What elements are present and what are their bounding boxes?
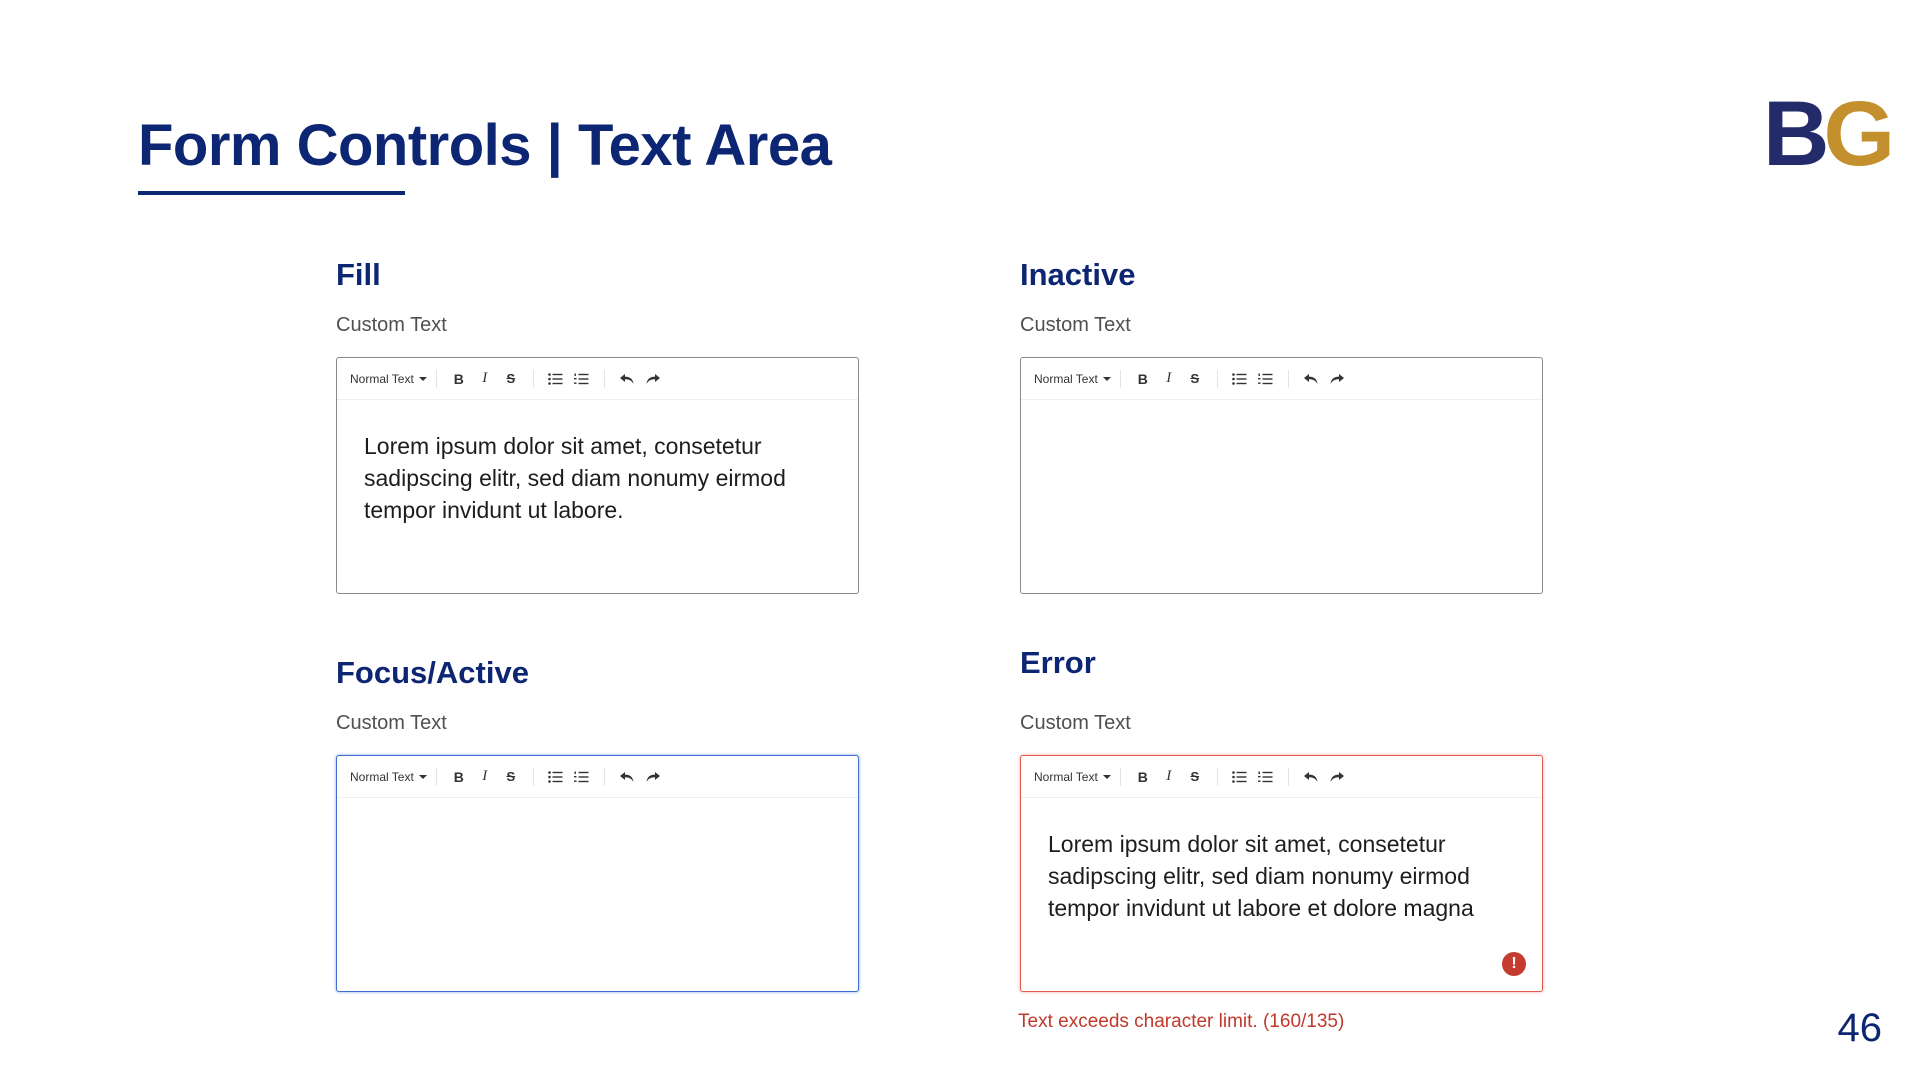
italic-button[interactable]: I xyxy=(1166,370,1172,386)
page-title: Form Controls | Text Area xyxy=(138,113,832,178)
text-format-label: Normal Text xyxy=(350,371,414,386)
section-title-error: Error xyxy=(1020,645,1096,680)
italic-button[interactable]: I xyxy=(1166,768,1172,784)
redo-icon xyxy=(1329,373,1345,385)
toolbar-divider xyxy=(604,768,605,786)
error-section xyxy=(1020,643,1545,972)
undo-icon xyxy=(1303,373,1319,385)
editor-toolbar xyxy=(337,358,858,400)
italic-button[interactable]: I xyxy=(482,768,488,784)
focus-section xyxy=(336,653,861,785)
fill-section xyxy=(336,255,861,523)
redo-icon xyxy=(645,771,661,783)
field-label-error: Custom Text xyxy=(1020,712,1131,734)
bulleted-list-icon xyxy=(1232,373,1247,385)
numbered-list-icon xyxy=(1258,771,1273,783)
error-alert-icon: ! xyxy=(1502,952,1526,976)
numbered-list-button[interactable] xyxy=(1253,367,1279,391)
caret-down-icon xyxy=(419,775,427,779)
text-area-content[interactable]: Lorem ipsum dolor sit amet, consetetur sadipscing elitr, sed diam nonumy eirmod tempor invidunt ut labore et dolore magna xyxy=(1048,831,1474,921)
redo-button[interactable] xyxy=(640,367,666,391)
numbered-list-icon xyxy=(574,771,589,783)
section-title-inactive: Inactive xyxy=(1020,257,1136,292)
editor-toolbar xyxy=(1021,358,1542,400)
bulleted-list-button[interactable] xyxy=(543,367,569,391)
undo-button[interactable] xyxy=(614,367,640,391)
redo-icon xyxy=(645,373,661,385)
caret-down-icon xyxy=(1103,775,1111,779)
editor-toolbar xyxy=(1021,756,1542,798)
text-area-content[interactable]: Lorem ipsum dolor sit amet, consetetur sadipscing elitr, sed diam nonumy eirmod tempor invidunt ut labore. xyxy=(364,433,786,523)
toolbar-divider xyxy=(1120,768,1121,786)
text-area-focus[interactable] xyxy=(336,755,859,992)
caret-down-icon xyxy=(1103,377,1111,381)
numbered-list-button[interactable] xyxy=(569,765,595,789)
undo-button[interactable] xyxy=(614,765,640,789)
numbered-list-button[interactable] xyxy=(1253,765,1279,789)
undo-button[interactable] xyxy=(1298,367,1324,391)
text-format-dropdown[interactable] xyxy=(350,770,427,784)
logo-letter-g: G xyxy=(1823,83,1890,185)
redo-icon xyxy=(1329,771,1345,783)
redo-button[interactable] xyxy=(1324,765,1350,789)
toolbar-divider xyxy=(1288,370,1289,388)
bulleted-list-button[interactable] xyxy=(543,765,569,789)
undo-icon xyxy=(619,771,635,783)
text-format-dropdown[interactable] xyxy=(1034,372,1111,386)
text-format-dropdown[interactable] xyxy=(350,372,427,386)
field-label-focus: Custom Text xyxy=(336,712,447,734)
bulleted-list-icon xyxy=(548,373,563,385)
toolbar-divider xyxy=(533,768,534,786)
strikethrough-button[interactable]: S xyxy=(1190,371,1200,386)
text-format-label: Normal Text xyxy=(1034,769,1098,784)
text-area-content[interactable] xyxy=(1021,400,1542,550)
field-label-inactive: Custom Text xyxy=(1020,314,1131,336)
bold-button[interactable]: B xyxy=(1137,370,1148,387)
redo-button[interactable] xyxy=(640,765,666,789)
toolbar-divider xyxy=(1120,370,1121,388)
redo-button[interactable] xyxy=(1324,367,1350,391)
field-label-fill: Custom Text xyxy=(336,314,447,336)
bulleted-list-icon xyxy=(548,771,563,783)
bold-button[interactable]: B xyxy=(453,370,464,387)
toolbar-divider xyxy=(436,768,437,786)
bulleted-list-button[interactable] xyxy=(1227,367,1253,391)
text-area-content[interactable] xyxy=(337,798,858,948)
text-format-label: Normal Text xyxy=(1034,371,1098,386)
logo-letter-b: B xyxy=(1763,83,1824,185)
numbered-list-button[interactable] xyxy=(569,367,595,391)
undo-button[interactable] xyxy=(1298,765,1324,789)
strikethrough-button[interactable]: S xyxy=(506,769,516,784)
title-underline xyxy=(138,191,405,195)
toolbar-divider xyxy=(533,370,534,388)
strikethrough-button[interactable]: S xyxy=(1190,769,1200,784)
bulleted-list-button[interactable] xyxy=(1227,765,1253,789)
error-message: Text exceeds character limit. (160/135) xyxy=(1018,1011,1345,1032)
bulleted-list-icon xyxy=(1232,771,1247,783)
toolbar-divider xyxy=(1217,370,1218,388)
text-format-label: Normal Text xyxy=(350,769,414,784)
numbered-list-icon xyxy=(1258,373,1273,385)
text-area-fill[interactable] xyxy=(336,357,859,594)
section-title-fill: Fill xyxy=(336,257,381,292)
undo-icon xyxy=(619,373,635,385)
toolbar-divider xyxy=(1217,768,1218,786)
text-format-dropdown[interactable] xyxy=(1034,770,1111,784)
inactive-section xyxy=(1020,255,1545,387)
toolbar-divider xyxy=(436,370,437,388)
logo xyxy=(1763,83,1890,185)
undo-icon xyxy=(1303,771,1319,783)
bold-button[interactable]: B xyxy=(1137,768,1148,785)
page-number: 46 xyxy=(1837,1006,1882,1050)
strikethrough-button[interactable]: S xyxy=(506,371,516,386)
bold-button[interactable]: B xyxy=(453,768,464,785)
toolbar-divider xyxy=(604,370,605,388)
italic-button[interactable]: I xyxy=(482,370,488,386)
editor-toolbar xyxy=(337,756,858,798)
toolbar-divider xyxy=(1288,768,1289,786)
section-title-focus: Focus/Active xyxy=(336,655,529,690)
text-area-inactive[interactable] xyxy=(1020,357,1543,594)
numbered-list-icon xyxy=(574,373,589,385)
text-area-error[interactable] xyxy=(1020,755,1543,992)
caret-down-icon xyxy=(419,377,427,381)
